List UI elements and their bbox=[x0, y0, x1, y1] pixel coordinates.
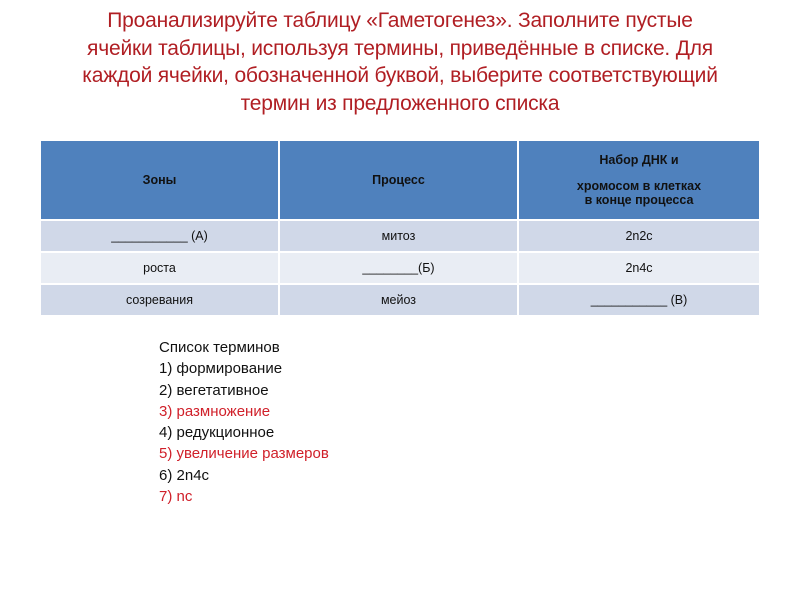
cell-process: мейоз bbox=[280, 285, 519, 315]
cell-dna-v: ___________ (В) bbox=[519, 285, 759, 315]
cell-process-b: ________(Б) bbox=[280, 253, 519, 285]
cell-zone-a: ___________ (А) bbox=[41, 221, 280, 253]
header-dna-line: в конце процесса bbox=[584, 193, 694, 207]
title-line: каждой ячейки, обозначенной буквой, выберите соответствующий bbox=[82, 64, 718, 87]
cell-dna: 2n2c bbox=[519, 221, 759, 253]
title-line: ячейки таблицы, используя термины, приведённые в списке. Для bbox=[87, 36, 713, 60]
table-header-row bbox=[41, 141, 759, 221]
table-row bbox=[41, 253, 759, 285]
term-item: 1) формирование bbox=[159, 360, 283, 378]
term-item: 2) вегетативное bbox=[159, 381, 269, 399]
cell-process: митоз bbox=[280, 221, 519, 253]
gametogenesis-table bbox=[41, 141, 759, 315]
term-item: 6) 2n4c bbox=[159, 466, 210, 484]
header-dna-line: хромосом в клетках bbox=[576, 179, 702, 193]
cell-zone: роста bbox=[41, 253, 280, 285]
term-item-highlighted: 3) размножение bbox=[159, 402, 271, 420]
cell-zone: созревания bbox=[41, 285, 280, 315]
term-item: 4) редукционное bbox=[159, 424, 275, 442]
terms-heading: Список терминов bbox=[159, 339, 280, 356]
term-item-highlighted: 5) увеличение размеров bbox=[159, 445, 329, 463]
header-zones: Зоны bbox=[41, 141, 280, 221]
header-process: Процесс bbox=[280, 141, 519, 221]
table-row bbox=[41, 285, 759, 315]
terms-list bbox=[159, 337, 329, 507]
header-dna-set bbox=[519, 141, 759, 221]
title-line: термин из предложенного списка bbox=[240, 91, 560, 115]
task-title bbox=[40, 7, 760, 117]
table-row bbox=[41, 221, 759, 253]
header-dna-line: Набор ДНК и bbox=[599, 153, 679, 167]
title-line: Проанализируйте таблицу «Гаметогенез». Заполните пустые bbox=[107, 9, 693, 32]
cell-dna: 2n4c bbox=[519, 253, 759, 285]
term-item-highlighted: 7) nc bbox=[159, 488, 193, 506]
